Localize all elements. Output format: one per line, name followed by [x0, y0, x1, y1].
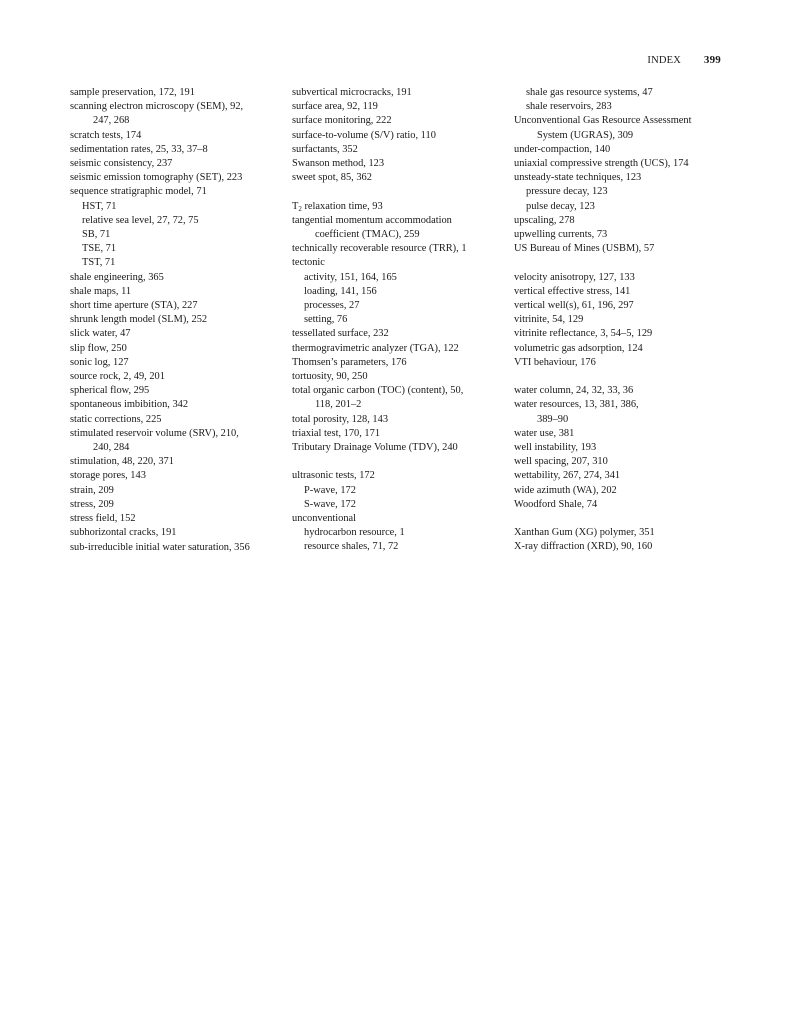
index-entry: tectonic: [292, 257, 325, 269]
index-entry: spontaneous imbibition, 342: [70, 399, 189, 411]
index-entry: unsteady-state techniques, 123: [514, 172, 642, 184]
index-subentry: coefficient (TMAC), 259: [315, 229, 420, 241]
running-head-label: INDEX: [647, 55, 682, 66]
index-column-2: [292, 86, 502, 555]
index-entry: surface-to-volume (S/V) ratio, 110: [292, 129, 436, 141]
index-entry: well spacing, 207, 310: [514, 456, 608, 468]
index-entry: sweet spot, 85, 362: [292, 172, 372, 184]
index-entry: upwelling currents, 73: [514, 229, 608, 241]
index-entry: seismic consistency, 237: [70, 158, 173, 170]
index-subentry: relative sea level, 27, 72, 75: [82, 214, 199, 226]
index-entry: vitrinite reflectance, 3, 54–5, 129: [514, 328, 653, 340]
index-subentry: 240, 284: [93, 442, 130, 454]
index-entry: surface monitoring, 222: [292, 115, 392, 127]
index-entry: tessellated surface, 232: [292, 328, 389, 340]
index-entry: US Bureau of Mines (USBM), 57: [514, 243, 655, 255]
page-number: 399: [703, 54, 721, 66]
index-entry: technically recoverable resource (TRR), 1: [292, 243, 467, 255]
index-subentry: shale gas resource systems, 47: [526, 87, 653, 98]
index-entry: vertical effective stress, 141: [514, 285, 631, 297]
index-entry: water use, 381: [514, 427, 575, 439]
index-subentry: hydrocarbon resource, 1: [304, 527, 405, 539]
index-entry: Swanson method, 123: [292, 158, 385, 170]
index-subentry: 118, 201–2: [315, 399, 362, 411]
index-entry: $T_2$ relaxation time, 93: [292, 200, 383, 213]
index-entry: stimulated reservoir volume (SRV), 210,: [70, 427, 239, 439]
index-entry: upscaling, 278: [514, 214, 575, 226]
index-entry: stress field, 152: [70, 513, 136, 525]
index-subentry: activity, 151, 164, 165: [304, 271, 397, 283]
index-entry: thermogravimetric analyzer (TGA), 122: [292, 342, 459, 354]
index-entry: sedimentation rates, 25, 33, 37–8: [70, 143, 208, 155]
index-entry: sequence stratigraphic model, 71: [70, 186, 207, 198]
index-group-spacer: [514, 256, 734, 270]
index-entry: vertical well(s), 61, 196, 297: [514, 300, 634, 312]
index-entry: stress, 209: [70, 498, 114, 510]
index-subentry: TST, 71: [82, 257, 116, 269]
index-entry: total porosity, 128, 143: [292, 413, 389, 425]
index-entry: velocity anisotropy, 127, 133: [514, 271, 635, 283]
index-entry: subhorizontal cracks, 191: [70, 527, 177, 539]
index-subentry: loading, 141, 156: [304, 285, 377, 297]
index-entry: Thomsen’s parameters, 176: [292, 356, 407, 368]
index-entry: ultrasonic tests, 172: [292, 470, 375, 482]
index-subentry: processes, 27: [304, 300, 360, 312]
index-group-spacer: [292, 185, 502, 199]
index-entry: stimulation, 48, 220, 371: [70, 456, 174, 468]
index-entry: Xanthan Gum (XG) polymer, 351: [514, 527, 655, 539]
index-entry: VTI behaviour, 176: [514, 356, 596, 368]
index-entry: storage pores, 143: [70, 470, 146, 482]
index-entry: shale engineering, 365: [70, 271, 164, 283]
index-entry: wide azimuth (WA), 202: [514, 484, 617, 496]
index-entry: uniaxial compressive strength (UCS), 174: [514, 158, 689, 170]
index-entry: wettability, 267, 274, 341: [514, 470, 621, 482]
index-entry: water column, 24, 32, 33, 36: [514, 385, 634, 397]
index-entry: sonic log, 127: [70, 356, 129, 368]
index-subentry: resource shales, 71, 72: [304, 541, 399, 553]
index-subentry: System (UGRAS), 309: [537, 129, 634, 141]
index-entry: well instability, 193: [514, 442, 597, 454]
index-entry: unconventional: [292, 513, 357, 525]
index-subentry: P-wave, 172: [304, 484, 356, 496]
index-entry: strain, 209: [70, 484, 114, 496]
index-subentry: pulse decay, 123: [526, 200, 595, 212]
index-subentry: S-wave, 172: [304, 498, 356, 510]
index-group-spacer: [292, 455, 502, 469]
index-entry: Tributary Drainage Volume (TDV), 240: [292, 442, 458, 454]
index-subentry: 389–90: [537, 413, 569, 425]
index-entry: scanning electron microscopy (SEM), 92,: [70, 101, 244, 113]
index-group-spacer: [514, 370, 734, 384]
index-entry: surfactants, 352: [292, 143, 358, 155]
index-entry: Unconventional Gas Resource Assessment: [514, 115, 692, 127]
index-entry: shale maps, 11: [70, 285, 132, 297]
index-subentry: HST, 71: [82, 200, 117, 212]
index-subentry: shale reservoirs, 283: [526, 101, 612, 113]
index-entry: triaxial test, 170, 171: [292, 427, 381, 439]
index-subentry: setting, 76: [304, 314, 348, 326]
index-entry: tangential momentum accommodation: [292, 214, 452, 226]
index-entry: short time aperture (STA), 227: [70, 300, 198, 312]
index-entry: scratch tests, 174: [70, 129, 142, 141]
index-entry: under-compaction, 140: [514, 143, 611, 155]
index-entry: spherical flow, 295: [70, 385, 150, 397]
index-entry: total organic carbon (TOC) (content), 50,: [292, 385, 464, 397]
index-subentry: TSE, 71: [82, 243, 117, 255]
index-entry: surface area, 92, 119: [292, 101, 378, 113]
index-entry: sample preservation, 172, 191: [70, 87, 195, 98]
index-subentry: SB, 71: [82, 229, 111, 241]
index-entry: tortuosity, 90, 250: [292, 371, 368, 383]
index-entry: sub-irreducible initial water saturation, 356: [70, 541, 250, 553]
index-entry: volumetric gas adsorption, 124: [514, 342, 643, 354]
index-group-spacer: [514, 512, 734, 526]
index-entry: water resources, 13, 381, 386,: [514, 399, 639, 411]
index-entry: vitrinite, 54, 129: [514, 314, 584, 326]
index-entry: Woodford Shale, 74: [514, 498, 598, 510]
index-entry: subvertical microcracks, 191: [292, 87, 412, 98]
index-entry: static corrections, 225: [70, 413, 162, 425]
index-entry: seismic emission tomography (SET), 223: [70, 172, 243, 184]
running-head: [647, 54, 721, 66]
index-subentry: pressure decay, 123: [526, 186, 608, 198]
index-entry: shrunk length model (SLM), 252: [70, 314, 208, 326]
index-entry: X-ray diffraction (XRD), 90, 160: [514, 541, 653, 553]
index-entry: slick water, 47: [70, 328, 131, 340]
index-subentry: 247, 268: [93, 115, 130, 127]
index-entry: slip flow, 250: [70, 342, 127, 354]
index-column-3: [514, 86, 734, 555]
index-entry: source rock, 2, 49, 201: [70, 371, 165, 383]
index-column-1: [70, 86, 285, 555]
